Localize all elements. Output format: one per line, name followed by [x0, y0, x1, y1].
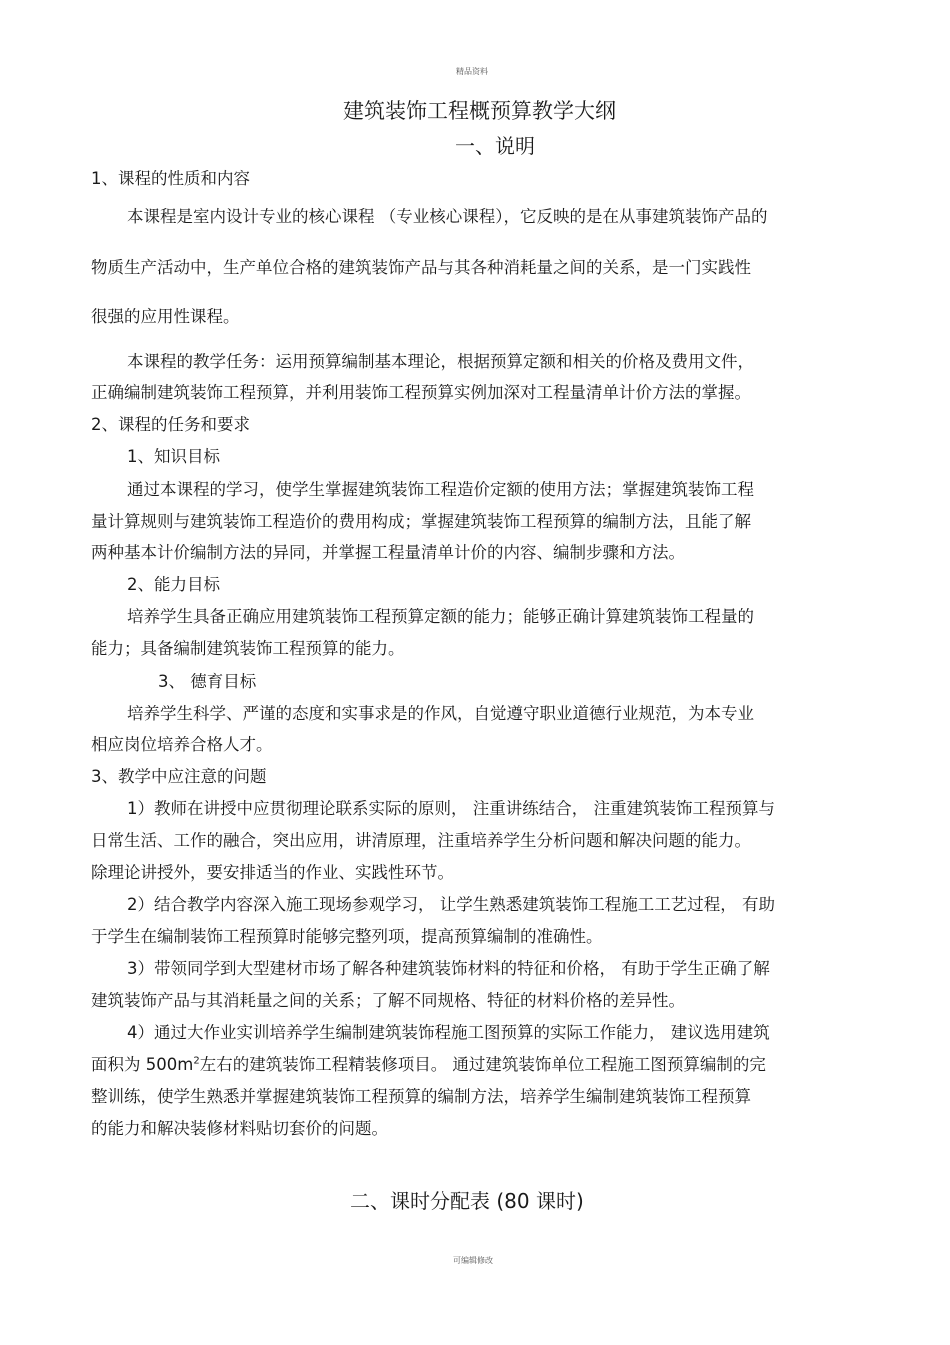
heading-teaching-notes: 3、教学中应注意的问题	[91, 767, 267, 786]
paragraph-line: 于学生在编制装饰工程预算时能够完整列项，提高预算编制的准确性。	[91, 927, 603, 946]
section-heading-explanation: 一、说明	[455, 134, 535, 158]
paragraph-line: 培养学生科学、严谨的态度和实事求是的作风，自觉遵守职业道德行业规范，为本专业	[127, 704, 754, 723]
paragraph-line: 4）通过大作业实训培养学生编制建筑装饰程施工图预算的实际工作能力， 建议选用建筑	[127, 1023, 770, 1042]
area-text-rest: 左右的建筑装饰工程精装修项目。 通过建筑装饰单位工程施工图预算编制的完	[199, 1055, 766, 1074]
paragraph-line: 两种基本计价编制方法的异同，并掌握工程量清单计价的内容、编制步骤和方法。	[91, 543, 685, 562]
paragraph-line: 培养学生具备正确应用建筑装饰工程预算定额的能力；能够正确计算建筑装饰工程量的	[127, 607, 754, 626]
paragraph-line: 2）结合教学内容深入施工现场参观学习， 让学生熟悉建筑装饰工程施工工艺过程， 有助	[127, 895, 775, 914]
subheading-knowledge-goals: 1、知识目标	[127, 447, 220, 466]
header-note: 精品资料	[456, 67, 488, 76]
heading-course-tasks: 2、课程的任务和要求	[91, 415, 250, 434]
subheading-moral-goals: 3、 德育目标	[158, 672, 257, 691]
paragraph-line: 本课程是室内设计专业的核心课程 （专业核心课程），它反映的是在从事建筑装饰产品的	[127, 207, 768, 226]
paragraph-line: 整训练，使学生熟悉并掌握建筑装饰工程预算的编制方法，培养学生编制建筑装饰工程预算	[91, 1087, 751, 1106]
superscript-2: 2	[193, 1055, 200, 1067]
paragraph-line: 通过本课程的学习，使学生掌握建筑装饰工程造价定额的使用方法；掌握建筑装饰工程	[127, 480, 754, 499]
paragraph-line: 本课程的教学任务：运用预算编制基本理论，根据预算定额和相关的价格及费用文件，	[127, 352, 754, 371]
paragraph-line: 相应岗位培养合格人才。	[91, 735, 273, 754]
subheading-ability-goals: 2、能力目标	[127, 575, 220, 594]
footer-note: 可编辑修改	[453, 1256, 493, 1265]
section-heading-hours-table: 二、课时分配表 (80 课时)	[350, 1189, 584, 1213]
area-text: 面积为 500m	[91, 1055, 194, 1074]
paragraph-line: 的能力和解决装修材料贴切套价的问题。	[91, 1119, 388, 1138]
paragraph-line: 建筑装饰产品与其消耗量之间的关系；了解不同规格、特征的材料价格的差异性。	[91, 991, 685, 1010]
paragraph-line: 1）教师在讲授中应贯彻理论联系实际的原则， 注重讲练结合， 注重建筑装饰工程预算与	[127, 799, 775, 818]
paragraph-line: 很强的应用性课程。	[91, 307, 240, 326]
paragraph-line: 除理论讲授外，要安排适当的作业、实践性环节。	[91, 863, 454, 882]
paragraph-line: 量计算规则与建筑装饰工程造价的费用构成；掌握建筑装饰工程预算的编制方法，且能了解	[91, 512, 751, 531]
paragraph-line: 正确编制建筑装饰工程预算，并利用装饰工程预算实例加深对工程量清单计价方法的掌握。	[91, 383, 751, 402]
paragraph-line	[91, 1051, 766, 1075]
paragraph-line: 物质生产活动中，生产单位合格的建筑装饰产品与其各种消耗量之间的关系，是一门实践性	[91, 258, 751, 277]
document-title: 建筑装饰工程概预算教学大纲	[343, 99, 616, 123]
paragraph-line: 日常生活、工作的融合，突出应用，讲清原理，注重培养学生分析问题和解决问题的能力。	[91, 831, 751, 850]
heading-course-nature: 1、课程的性质和内容	[91, 169, 250, 188]
paragraph-line: 3）带领同学到大型建材市场了解各种建筑装饰材料的特征和价格， 有助于学生正确了解	[127, 959, 770, 978]
paragraph-line: 能力；具备编制建筑装饰工程预算的能力。	[91, 639, 405, 658]
